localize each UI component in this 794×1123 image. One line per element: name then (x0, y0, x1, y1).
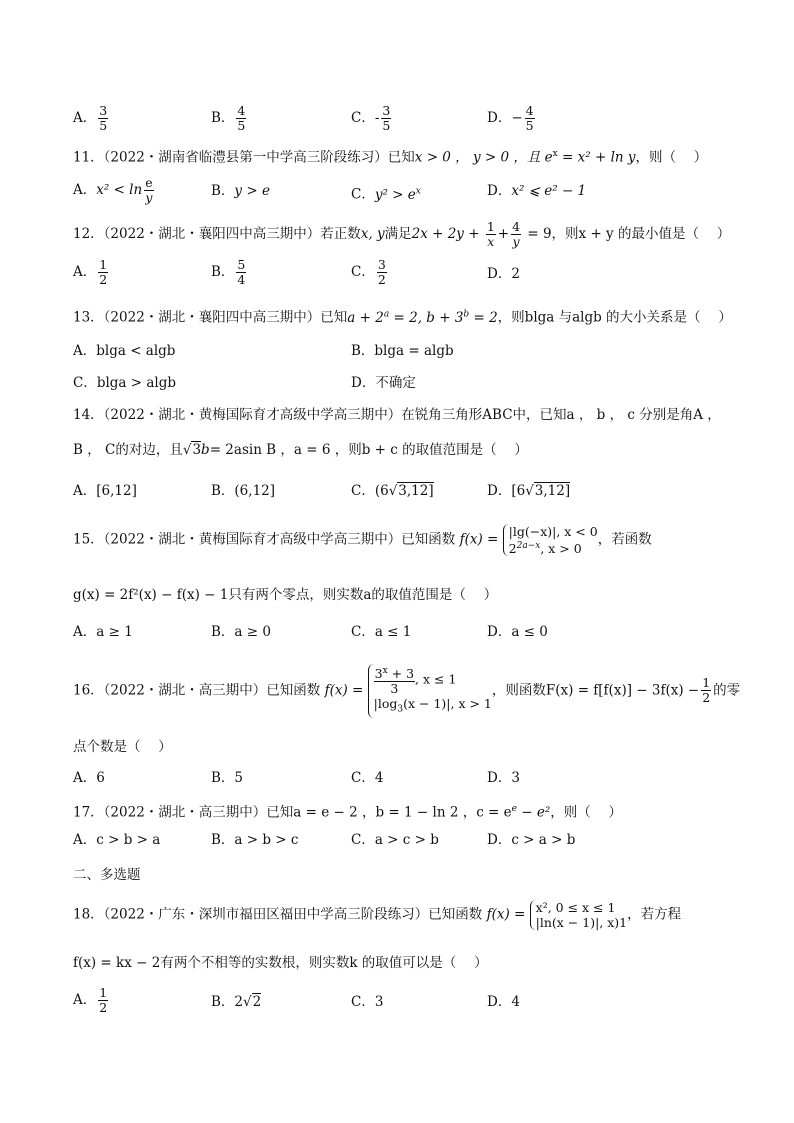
q14-option-b: B．(6,12] (211, 483, 276, 499)
q17-option-b: B．a > b > c (211, 832, 299, 848)
q14-line1: 14．（2022・湖北・黄梅国际育才高级中学高三期中）在锐角三角形ABC中，已知a ， b ， c 分别是角A ， (73, 407, 721, 423)
q15-option-d: D．a ≤ 0 (487, 624, 548, 640)
q18-option-c: C．3 (351, 994, 384, 1010)
q14-option-c: C．(6√3,12] (351, 483, 434, 499)
q11-option-d: D．x² ⩽ e² − 1 (487, 183, 587, 199)
q12-option-c: C． $\frac{3}{2}$ (351, 257, 386, 287)
q15-option-a: A．a ≥ 1 (73, 624, 133, 640)
q15-line2: g(x) = 2f²(x) − f(x) − 1只有两个零点，则实数a的取值范围是（ ） (73, 587, 498, 603)
q10-option-c: C．- $\frac{3}{5}$ (351, 103, 391, 133)
q11-option-b: B．y > e (211, 183, 270, 199)
q15-option-b: B．a ≥ 0 (211, 624, 271, 640)
q16-option-c: C．4 (351, 770, 384, 786)
q17-option-d: D．c > a > b (487, 832, 576, 848)
q17-stem: 17．（2022・湖北・高三期中）已知a = e − 2 ，b = 1 − ln 2 ，$c = e^e - e^2$，则（ ） (73, 804, 623, 821)
q16-stem: 16．（2022・湖北・高三期中）已知函数 f(x) = $\frac{3^x + 3}{3}$ , x ≤ 1 $|\log_3(x - 1)|$, x > 1 ，则函数F(x) = f[f(x)] − 3f(x) − $\frac{1}{2}$ 的零 (73, 664, 740, 718)
q14-option-d: D．[6√3,12] (487, 483, 571, 499)
q13-option-d: D．不确定 (351, 375, 416, 391)
q11-stem: 11．（2022・湖南省临澧县第一中学高三阶段练习）已知x > 0 ， y > 0 ，且 $e^x = x^2 + \ln y$，则（ ） (73, 149, 708, 166)
q16-line2: 点个数是（ ） (73, 739, 172, 755)
q18-option-d: D．4 (487, 994, 520, 1010)
q17-option-c: C．a > c > b (351, 832, 439, 848)
q10-option-d: D．− $\frac{4}{5}$ (487, 103, 534, 133)
q18-option-b: B．2√2 (211, 994, 262, 1010)
section-heading: 二、多选题 (73, 867, 141, 883)
q16-option-d: D．3 (487, 770, 520, 786)
q15-option-c: C．a ≤ 1 (351, 624, 412, 640)
q16-option-b: B．5 (211, 770, 244, 786)
q13-stem: 13．（2022・湖北・襄阳四中高三期中）已知$a + 2^a = 2$, $b + 3^b = 2$，则blga 与algb 的大小关系是（ ） (73, 309, 732, 326)
q13-option-a: A．blga < algb (73, 343, 176, 359)
q15-stem: 15．（2022・湖北・黄梅国际育才高级中学高三期中）已知函数 f(x) = |lg(−x)|, x < 0 $2^{2a-x}$, x > 0 ，若函数 (73, 524, 652, 557)
q11-option-a: A．x² < ln $\frac{e}{y}$ (73, 175, 153, 205)
q12-option-d: D．2 (487, 266, 520, 282)
q16-option-a: A．6 (73, 770, 105, 786)
q12-option-a: A． $\frac{1}{2}$ (73, 257, 108, 287)
q12-stem: 12．（2022・湖北・襄阳四中高三期中）若正数x, y满足2x + 2y + $\frac{1}{x}$ + $\frac{4}{y}$ = 9，则x + y 的最小值是（ ） (73, 219, 731, 249)
q17-option-a: A．c > b > a (73, 832, 161, 848)
q13-option-c: C．blga > algb (73, 375, 177, 391)
q14-line2: B ， C的对边，且√3b= 2asin B ，a = 6 ，则b + c 的取值范围是（ ） (73, 442, 528, 458)
q10-option-a: A． $\frac{3}{5}$ (73, 103, 108, 133)
q18-line2: f(x) = kx − 2有两个不相等的实数根，则实数k 的取值可以是（ ） (73, 955, 488, 971)
q18-stem: 18．（2022・广东・深圳市福田区福田中学高三阶段练习）已知函数 f(x) = x², 0 ≤ x ≤ 1 |ln(x − 1)|, x)1 ，若方程 (73, 900, 682, 930)
q12-option-b: B． $\frac{5}{4}$ (211, 257, 246, 287)
q14-option-a: A．[6,12] (73, 483, 137, 499)
q11-option-c: C．$y^2 > e^x$ (351, 186, 421, 203)
q13-option-b: B．blga = algb (351, 343, 454, 359)
q18-option-a: A． $\frac{1}{2}$ (73, 985, 108, 1015)
q10-option-b: B． $\frac{4}{5}$ (211, 103, 246, 133)
